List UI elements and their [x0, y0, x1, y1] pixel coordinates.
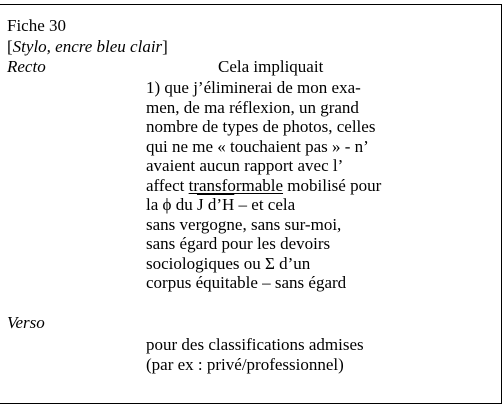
- recto-line: corpus équitable – sans égard: [146, 273, 347, 292]
- card-title: Fiche 30: [7, 16, 67, 35]
- line-fragment: la ϕ du: [146, 195, 197, 214]
- recto-line: sans vergogne, sans sur-moi,: [146, 214, 342, 234]
- verso-line: pour des classifications admises: [146, 335, 364, 354]
- note-open-bracket: [: [7, 37, 13, 56]
- recto-line: sociologiques ou Σ d’un: [146, 253, 311, 273]
- verso-line: (par ex : privé/professionnel): [146, 354, 344, 374]
- verso-text: [146, 335, 364, 374]
- overlined-abbreviation: J d’H: [196, 195, 235, 214]
- note-text: Stylo, encre bleu clair: [12, 37, 163, 56]
- line-fragment: affect: [146, 175, 189, 195]
- recto-line-affect: [146, 176, 381, 196]
- verso-label: Verso: [7, 313, 45, 332]
- line-fragment: – et cela: [234, 195, 296, 214]
- underlined-word: transformable: [188, 175, 284, 195]
- recto-line: sans égard pour les devoirs: [146, 234, 331, 253]
- note-close-bracket: ]: [162, 37, 168, 56]
- recto-label: Recto: [7, 57, 46, 76]
- recto-line: avaient aucun rapport avec l’: [146, 156, 344, 175]
- archive-card: [0, 4, 502, 404]
- recto-text: [146, 78, 381, 293]
- writing-note: [7, 37, 168, 56]
- recto-line: 1) que j’éliminerai de mon exa-: [146, 78, 361, 97]
- recto-line: qui ne me « touchaient pas » - n’: [146, 136, 369, 156]
- line-fragment: mobilisé pour: [283, 175, 382, 195]
- recto-line-phi: [146, 195, 381, 215]
- recto-line: men, de ma réflexion, un grand: [146, 97, 359, 117]
- recto-heading: Cela impliquait: [218, 57, 324, 76]
- recto-line: nombre de types de photos, celles: [146, 117, 376, 136]
